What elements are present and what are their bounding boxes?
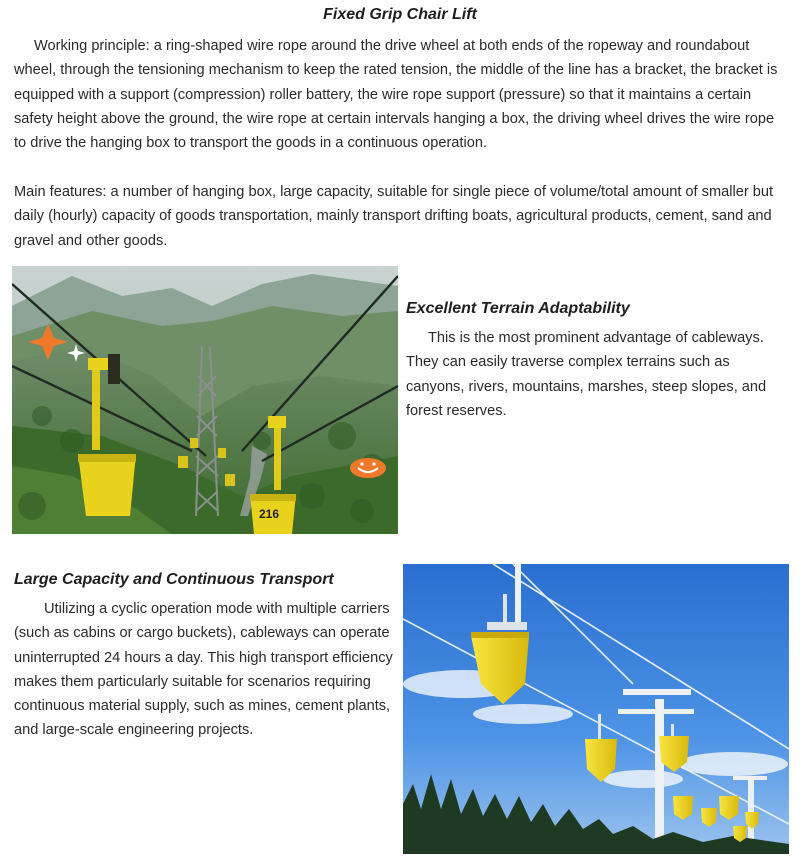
mountain-cableway-photo (12, 266, 398, 534)
section-terrain-body: This is the most prominent advantage of cableways. They can easily traverse complex terrains such as canyons, rivers, mountains, marshes, steep slopes, and forest reserves. (406, 330, 767, 419)
page-title: Fixed Grip Chair Lift (323, 6, 477, 23)
cargo-buckets-sky-photo (403, 564, 789, 854)
section-capacity-title: Large Capacity and Continuous Transport (14, 571, 334, 588)
bucket-number: 216 (259, 507, 280, 521)
section-capacity-body: Utilizing a cyclic operation mode with multiple carriers (such as cabins or cargo buckets), cableways can operate uninterrupted 24 hours a day. This high transport efficiency makes them particularly suitable for scenarios requiring continuous material supply, such as mines, cement plants, and large-scale engineering projects. (14, 601, 393, 739)
main-features-paragraph: Main features: a number of hanging box, large capacity, suitable for single piece of volume/total amount of smaller but daily (hourly) capacity of goods transportation, mainly transport drifting boats, agricultural products, cement, sand and gravel and other goods. (14, 184, 774, 249)
working-principle-paragraph: Working principle: a ring-shaped wire rope around the drive wheel at both ends of the ropeway and roundabout wheel, through the tensioning mechanism to keep the rated tension, the middle of the line has a bracket, the bracket is equipped with a support (compression) roller battery, the wire rope support (pressure) so that it maintains a certain safety height above the ground, the wire rope at certain intervals hanging a box, the driving wheel drives the wire rope to drive the hanging box to transport the goods in a continuous operation. (14, 38, 778, 152)
section-terrain-title: Excellent Terrain Adaptability (406, 300, 630, 317)
orange-smiley-icon (350, 458, 386, 478)
